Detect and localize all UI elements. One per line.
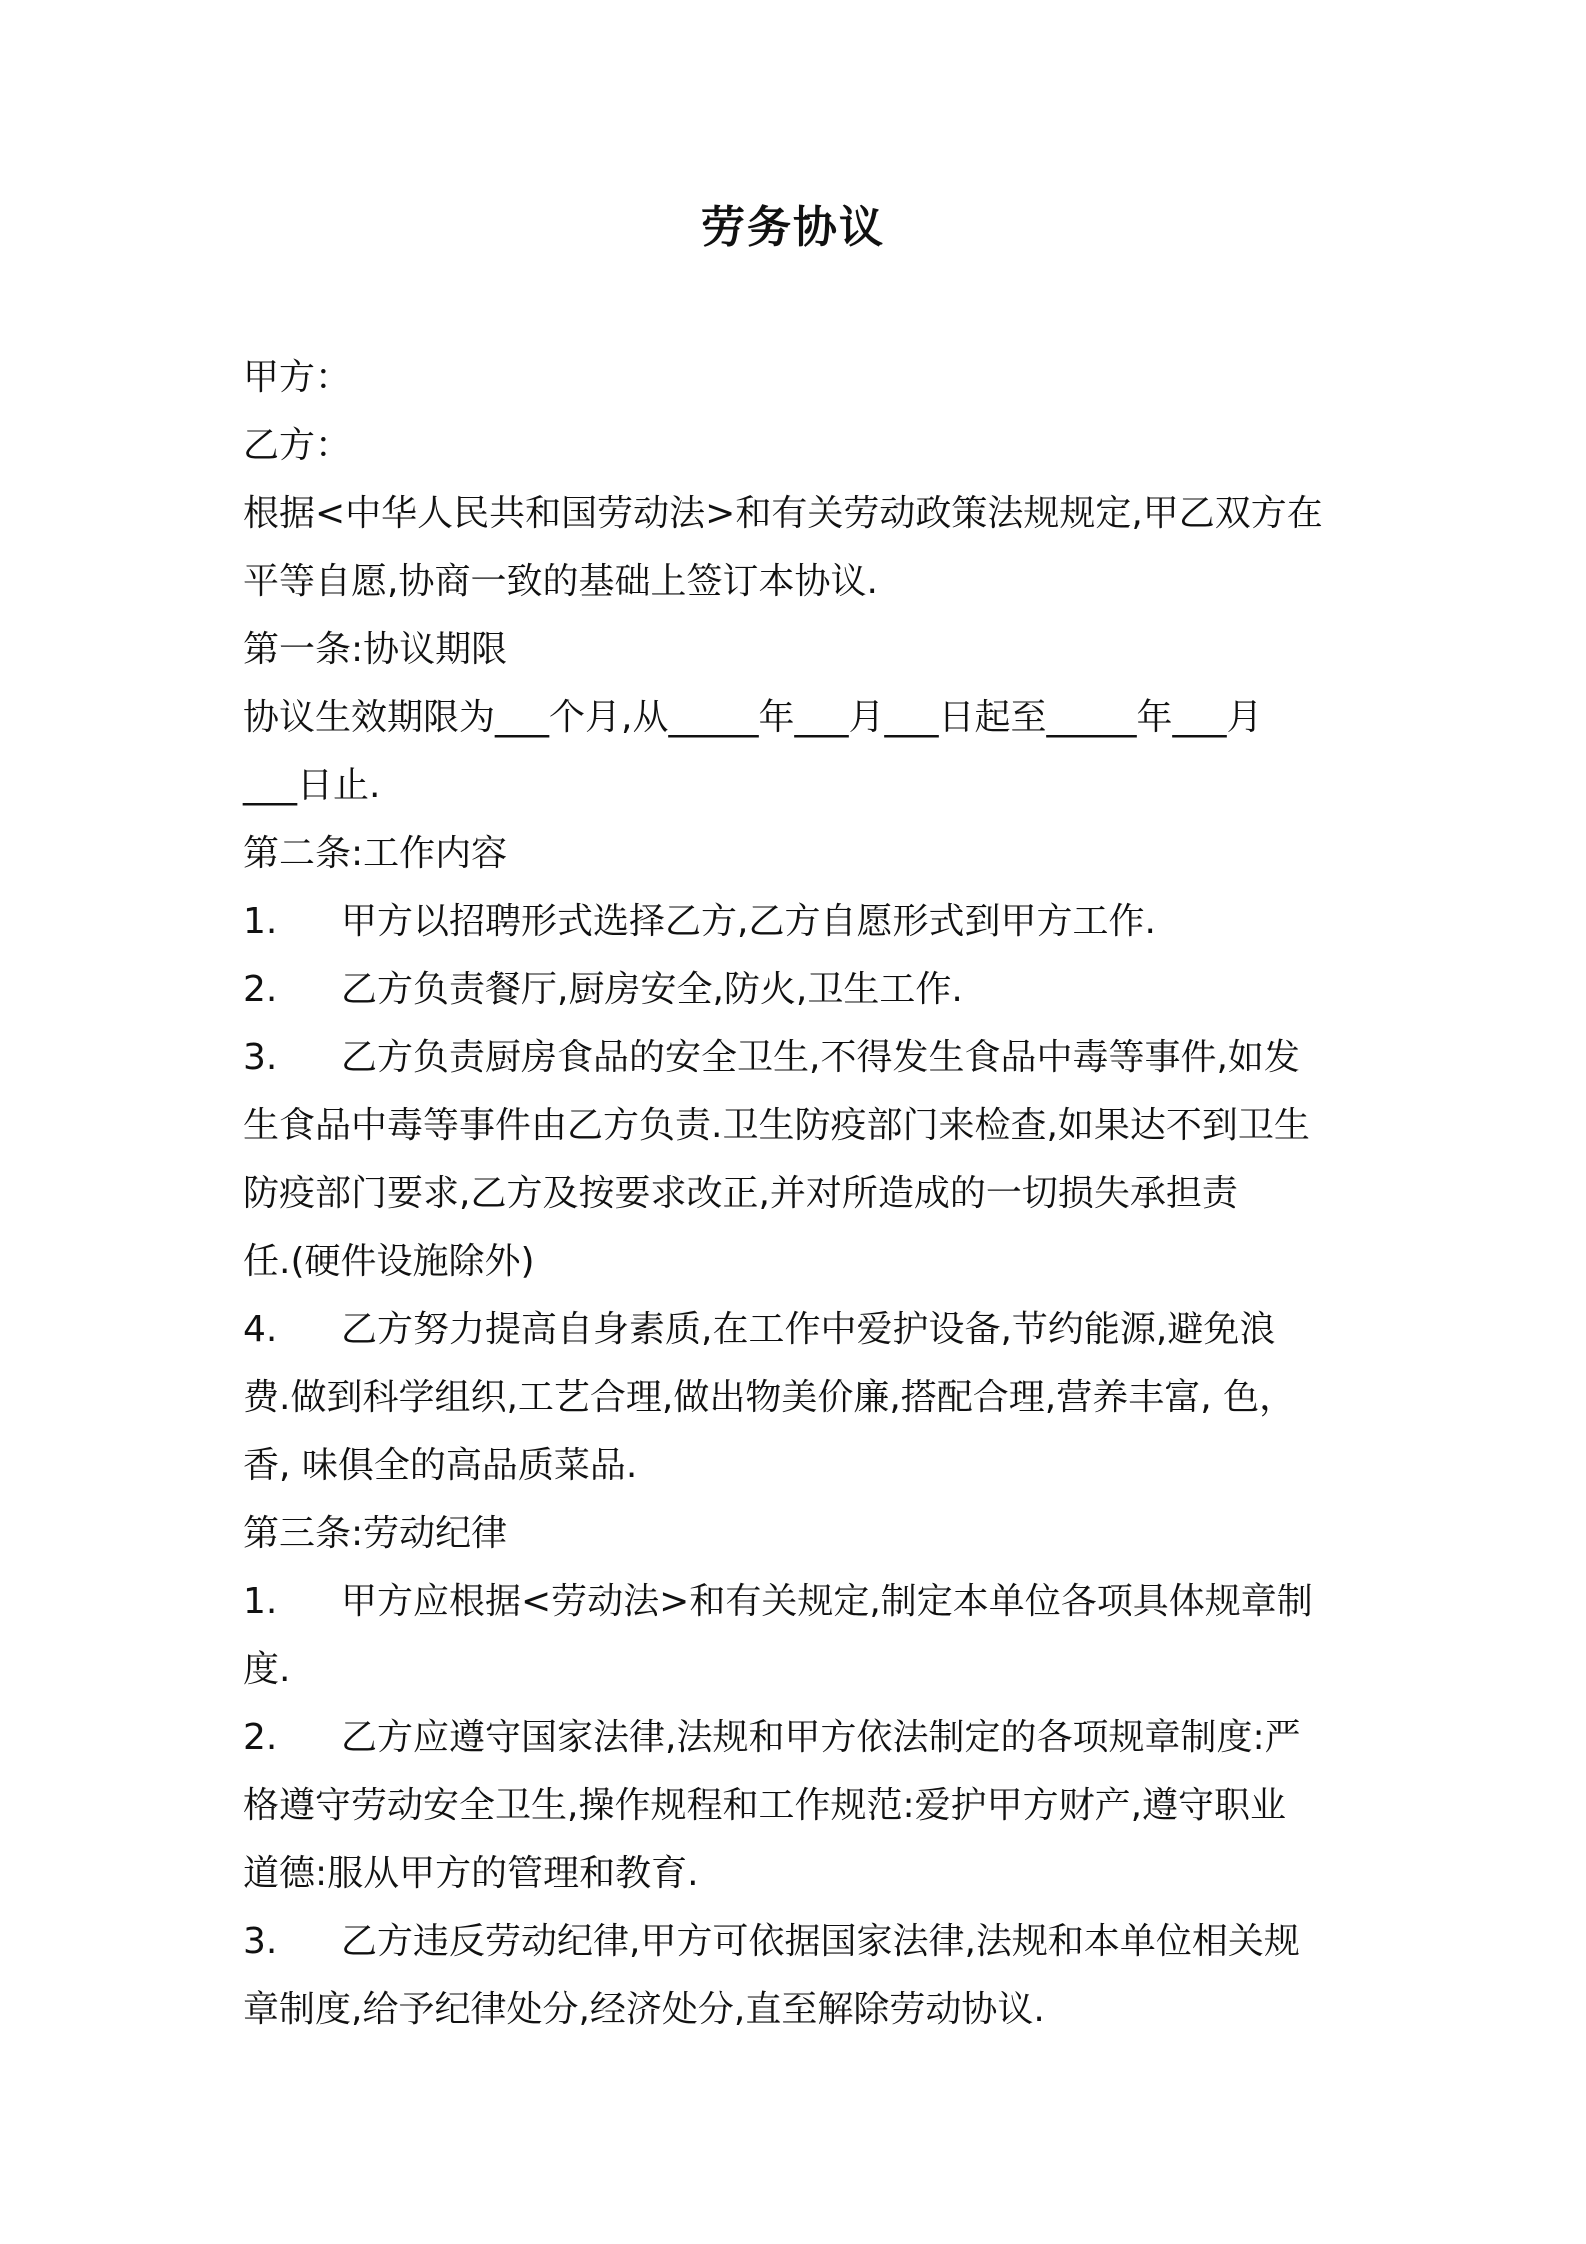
preamble-line: 根据<中华人民共和国劳动法>和有关劳动政策法规规定,甲乙双方在 [243,493,1323,534]
preamble-line: 平等自愿,协商一致的基础上签订本协议. [243,561,878,602]
clause-continuation: 格遵守劳动安全卫生,操作规程和工作规范:爱护甲方财产,遵守职业 [243,1785,1287,1826]
clause-continuation: 生食品中毒等事件由乙方负责.卫生防疫部门来检查,如果达不到卫生 [243,1105,1310,1146]
clause-number: 2. [243,1717,278,1758]
clause-continuation: 道德:服从甲方的管理和教育. [243,1853,699,1894]
clause-line [243,1908,1353,1976]
clause-number: 4. [243,1309,278,1350]
clause-line [243,1704,1353,1772]
clause-continuation: 费.做到科学组织,工艺合理,做出物美价廉,搭配合理,营养丰富, 色， [243,1377,1296,1418]
document-body [243,344,1353,2044]
article-heading: 第二条:工作内容 [243,833,508,874]
clause-continuation: 任.(硬件设施除外) [243,1241,535,1282]
clause-number: 2. [243,969,278,1010]
clause-text: 乙方应遵守国家法律,法规和甲方依法制定的各项规章制度:严 [341,1717,1301,1758]
term-line: 协议生效期限为___个月,从_____年___月___日起至_____年___月 [243,697,1263,738]
clause-line [243,956,1353,1024]
term-line: ___日止. [243,765,381,806]
clause-number: 1. [243,901,278,942]
article-heading: 第三条:劳动纪律 [243,1513,508,1554]
clause-continuation: 防疫部门要求,乙方及按要求改正,并对所造成的一切损失承担责 [243,1173,1238,1214]
clause-continuation: 香, 味俱全的高品质菜品. [243,1445,638,1486]
clause-text: 甲方以招聘形式选择乙方,乙方自愿形式到甲方工作. [341,901,1156,942]
article-heading: 第一条:协议期限 [243,629,508,670]
party-a-line: 甲方： [243,357,352,398]
clause-number: 3. [243,1921,278,1962]
document-title: 劳务协议 [701,202,885,253]
clause-line [243,1296,1353,1364]
clause-number: 3. [243,1037,278,1078]
clause-text: 乙方负责厨房食品的安全卫生,不得发生食品中毒等事件,如发 [341,1037,1300,1078]
party-b-line: 乙方： [243,425,352,466]
clause-text: 乙方负责餐厅,厨房安全,防火,卫生工作. [341,969,963,1010]
clause-line [243,888,1353,956]
clause-continuation: 章制度,给予纪律处分,经济处分,直至解除劳动协议. [243,1989,1045,2030]
clause-line [243,1568,1353,1636]
clause-number: 1. [243,1581,278,1622]
clause-line [243,1024,1353,1092]
clause-continuation: 度. [243,1649,291,1690]
clause-text: 乙方违反劳动纪律,甲方可依据国家法律,法规和本单位相关规 [341,1921,1300,1962]
clause-text: 甲方应根据<劳动法>和有关规定,制定本单位各项具体规章制 [341,1581,1313,1622]
clause-text: 乙方努力提高自身素质,在工作中爱护设备,节约能源,避免浪 [341,1309,1276,1350]
